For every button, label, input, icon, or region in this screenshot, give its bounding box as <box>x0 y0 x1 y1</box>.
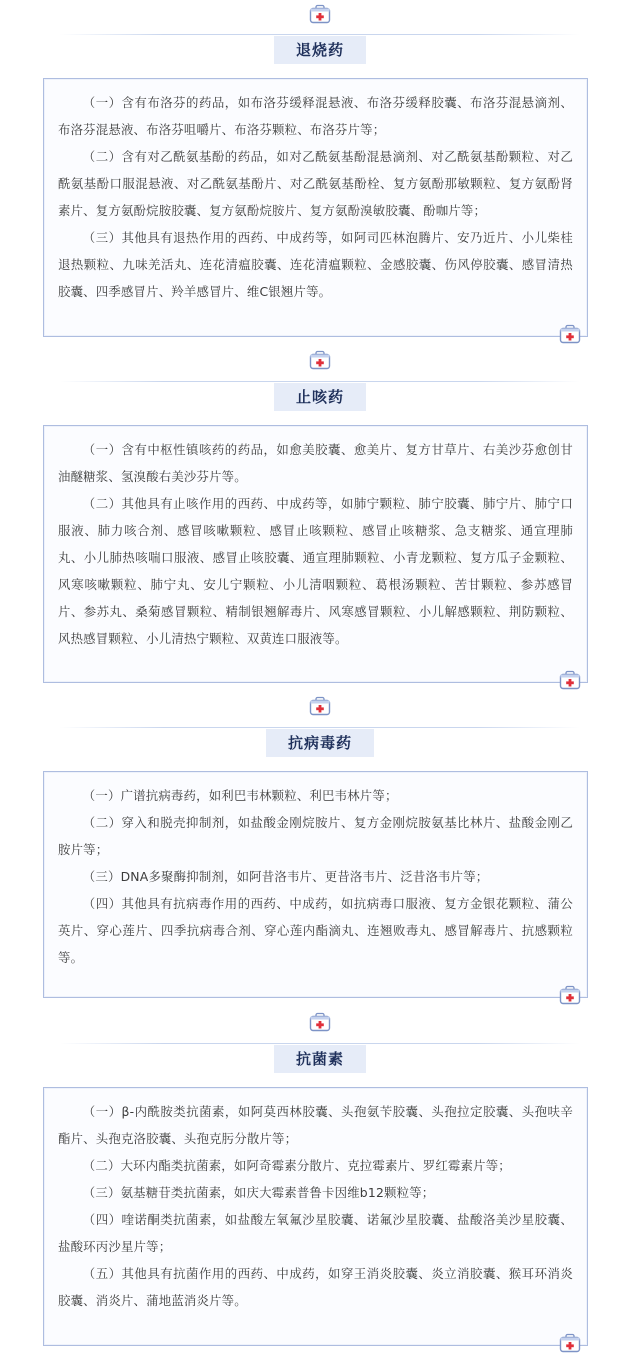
paragraph: （四）其他具有抗病毒作用的西药、中成药，如抗病毒口服液、复方金银花颗粒、蒲公英片、穿心莲片、四季抗病毒合剂、穿心莲内酯滴丸、连翘败毒丸、感冒解毒片、抗感颗粒等。 <box>58 896 573 965</box>
section-title: 止咳药 <box>274 383 366 411</box>
paragraph: （五）其他具有抗菌作用的西药、中成药，如穿王消炎胶囊、炎立消胶囊、猴耳环消炎胶囊、消炎片、蒲地蓝消炎片等。 <box>58 1266 573 1308</box>
medical-kit-icon <box>309 1012 331 1032</box>
paragraph: （三）氨基糖苷类抗菌素，如庆大霉素普鲁卡因维b12颗粒等； <box>82 1185 435 1200</box>
medical-kit-icon <box>309 4 331 24</box>
paragraph: （一）β-内酰胺类抗菌素，如阿莫西林胶囊、头孢氨苄胶囊、头孢拉定胶囊、头孢呋辛酯片、头孢克洛胶囊、头孢克肟分散片等； <box>58 1104 573 1146</box>
paragraph: （二）穿入和脱壳抑制剂，如盐酸金刚烷胺片、复方金刚烷胺氨基比林片、盐酸金刚乙胺片等； <box>58 815 573 857</box>
divider <box>60 381 580 382</box>
medical-kit-icon <box>559 985 581 1005</box>
paragraph: （一）含有中枢性镇咳药的药品，如愈美胶囊、愈美片、复方甘草片、右美沙芬愈创甘油醚糖浆、氢溴酸右美沙芬片等。 <box>58 442 573 484</box>
paragraph: （二）大环内酯类抗菌素，如阿奇霉素分散片、克拉霉素片、罗红霉素片等； <box>82 1158 511 1173</box>
content-box <box>43 425 588 683</box>
paragraph: （一）广谱抗病毒药，如利巴韦林颗粒、利巴韦林片等； <box>82 788 398 803</box>
paragraph: （四）喹诺酮类抗菌素，如盐酸左氧氟沙星胶囊、诺氟沙星胶囊、盐酸洛美沙星胶囊、盐酸环丙沙星片等； <box>58 1212 573 1254</box>
section-title: 抗菌素 <box>274 1045 366 1073</box>
paragraph: （三）其他具有退热作用的西药、中成药等，如阿司匹林泡腾片、安乃近片、小儿柴桂退热颗粒、九味羌活丸、连花清瘟胶囊、连花清瘟颗粒、金感胶囊、伤风停胶囊、感冒清热胶囊、四季感冒片、羚羊感冒片、维C银翘片等。 <box>58 230 573 299</box>
content-box <box>43 1087 588 1346</box>
medical-kit-icon <box>309 696 331 716</box>
paragraph: （三）DNA多聚酶抑制剂，如阿昔洛韦片、更昔洛韦片、泛昔洛韦片等； <box>82 869 489 884</box>
paragraph: （二）其他具有止咳作用的西药、中成药等，如肺宁颗粒、肺宁胶囊、肺宁片、肺宁口服液、肺力咳合剂、感冒咳嗽颗粒、感冒止咳颗粒、感冒止咳糖浆、急支糖浆、通宣理肺丸、小儿肺热咳喘口服液、感冒止咳胶囊、通宣理肺颗粒、小青龙颗粒、复方瓜子金颗粒、风寒咳嗽颗粒、肺宁丸、安儿宁颗粒、小儿清咽颗粒、葛根汤颗粒、苦甘颗粒、参苏感冒片、参苏丸、桑菊感冒颗粒、精制银翘解毒片、风寒感冒颗粒、小儿解感颗粒、荆防颗粒、风热感冒颗粒、小儿清热宁颗粒、双黄连口服液等。 <box>58 496 573 646</box>
medical-kit-icon <box>559 1333 581 1353</box>
paragraph: （一）含有布洛芬的药品，如布洛芬缓释混悬液、布洛芬缓释胶囊、布洛芬混悬滴剂、布洛芬混悬液、布洛芬咀嚼片、布洛芬颗粒、布洛芬片等； <box>58 95 573 137</box>
content-box <box>43 78 588 337</box>
section-title: 抗病毒药 <box>266 729 374 757</box>
content-box <box>43 771 588 998</box>
medical-kit-icon <box>559 324 581 344</box>
divider <box>60 34 580 35</box>
paragraph: （二）含有对乙酰氨基酚的药品，如对乙酰氨基酚混悬滴剂、对乙酰氨基酚颗粒、对乙酰氨基酚口服混悬液、对乙酰氨基酚片、对乙酰氨基酚栓、复方氨酚那敏颗粒、复方氨酚肾素片、复方氨酚烷胺胶囊、复方氨酚烷胺片、复方氨酚溴敏胶囊、酚咖片等； <box>58 149 573 218</box>
medical-kit-icon <box>559 670 581 690</box>
divider <box>60 727 580 728</box>
divider <box>60 1043 580 1044</box>
medical-kit-icon <box>309 350 331 370</box>
section-title: 退烧药 <box>274 36 366 64</box>
